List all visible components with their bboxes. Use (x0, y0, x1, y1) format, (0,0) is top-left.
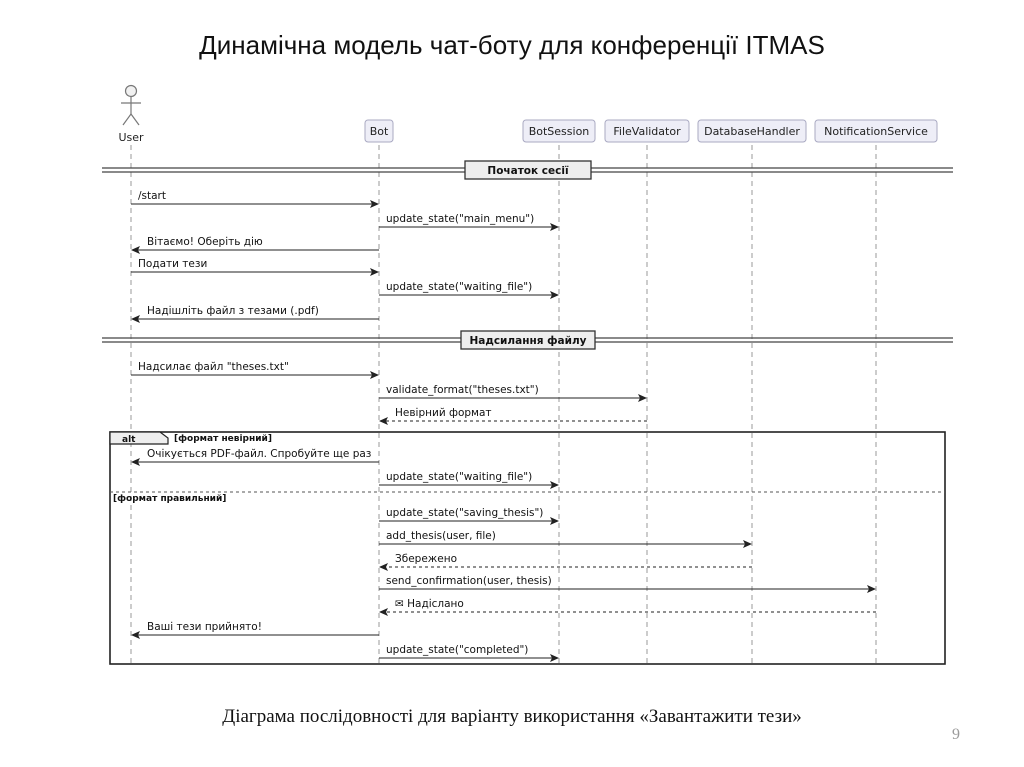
alt-guard-invalid: [формат невірний] (174, 434, 272, 444)
message-label: Подати тези (138, 258, 208, 270)
actor-user-icon (121, 86, 141, 126)
separator-label: Початок сесії (487, 165, 569, 177)
message-label: update_state("main_menu") (386, 213, 535, 225)
alt-tag-box (110, 432, 168, 444)
page-number: 9 (952, 726, 960, 743)
message-label: Надсилає файл "theses.txt" (138, 361, 289, 373)
message-label: update_state("waiting_file") (386, 281, 533, 293)
message-label: add_thesis(user, file) (386, 530, 496, 542)
separator-label: Надсилання файлу (469, 335, 587, 347)
participant-bot-session-label: BotSession (528, 125, 590, 138)
participant-notification-service-label: NotificationService (824, 125, 928, 138)
message-label: update_state("waiting_file") (386, 471, 533, 483)
participant-file-validator-label: FileValidator (613, 125, 681, 138)
participant-bot-label: Bot (369, 125, 389, 138)
message-label: update_state("saving_thesis") (386, 507, 544, 519)
message-label: Невірний формат (395, 407, 492, 419)
message-label: Ваші тези прийнято! (147, 621, 262, 633)
message-label: Очікується PDF-файл. Спробуйте ще раз (147, 448, 372, 460)
alt-guard-valid: [формат правильний] (113, 494, 227, 504)
alt-tag-label: alt (122, 435, 136, 445)
message-label: Надішліть файл з тезами (.pdf) (147, 305, 319, 317)
message-label: /start (138, 190, 166, 202)
participant-database-handler-label: DatabaseHandler (704, 125, 800, 138)
message-label: Збережено (395, 553, 458, 565)
message-label: ✉ Надіслано (395, 598, 464, 610)
participant-user-label: User (118, 131, 144, 144)
message-label: update_state("completed") (386, 644, 529, 656)
slide-title: Динамічна модель чат-боту для конференції ITMAS (199, 30, 825, 60)
message-label: Вітаємо! Оберіть дію (147, 236, 263, 248)
slide-caption: Діаграма послідовності для варіанту використання «Завантажити тези» (222, 706, 802, 727)
message-label: send_confirmation(user, thesis) (386, 575, 552, 587)
message-label: validate_format("theses.txt") (386, 384, 539, 396)
